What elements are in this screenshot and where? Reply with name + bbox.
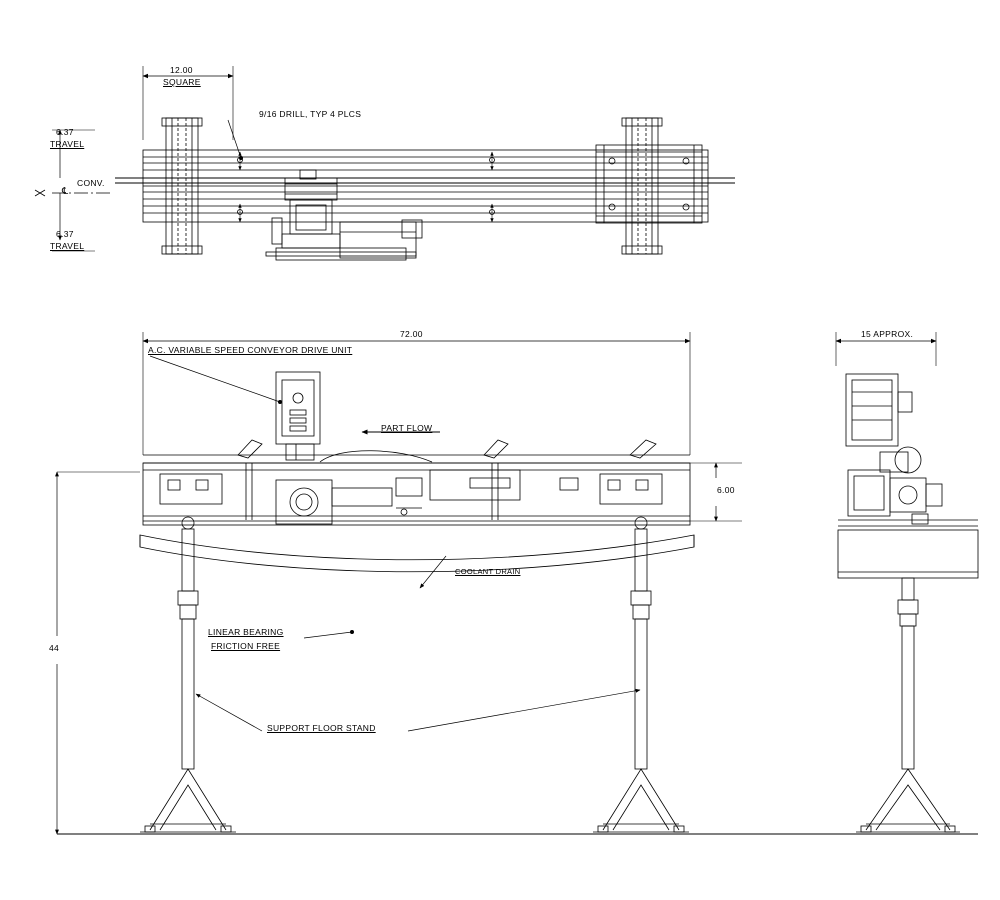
travel-top-value: 6.37 [56, 127, 74, 137]
plan-square-dimension-label: SQUARE [163, 77, 201, 87]
end-view-width-dimension: 15 APPROX. [861, 329, 914, 339]
drill-note: 9/16 DRILL, TYP 4 PLCS [259, 109, 362, 119]
linear-bearing-note-line2: FRICTION FREE [211, 641, 281, 651]
overall-length-dimension: 72.00 [400, 329, 423, 339]
travel-bottom-value: 6.37 [56, 229, 74, 239]
support-stand-left [140, 517, 236, 832]
linear-bearing-note-line1: LINEAR BEARING [208, 627, 284, 637]
coolant-drain-label: COOLANT DRAIN [455, 567, 521, 576]
centerline-symbol: ℄ [62, 186, 69, 197]
part-flow-label: PART FLOW [381, 423, 433, 433]
end-view-geometry [836, 329, 978, 832]
support-stand-right [593, 517, 689, 832]
travel-top-label: TRAVEL [50, 139, 85, 149]
drive-unit-note: A.C. VARIABLE SPEED CONVEYOR DRIVE UNIT [148, 345, 353, 355]
plan-square-dimension-value: 12.00 [170, 65, 193, 75]
belt-height-dimension: 6.00 [717, 485, 735, 495]
conveyor-centerline-label: CONV. [77, 178, 105, 188]
front-elevation-geometry [57, 329, 978, 834]
travel-bottom-label: TRAVEL [50, 241, 85, 251]
support-stand-note: SUPPORT FLOOR STAND [267, 723, 376, 733]
overall-height-dimension: 44 [49, 643, 60, 653]
plan-view-geometry [35, 66, 735, 260]
